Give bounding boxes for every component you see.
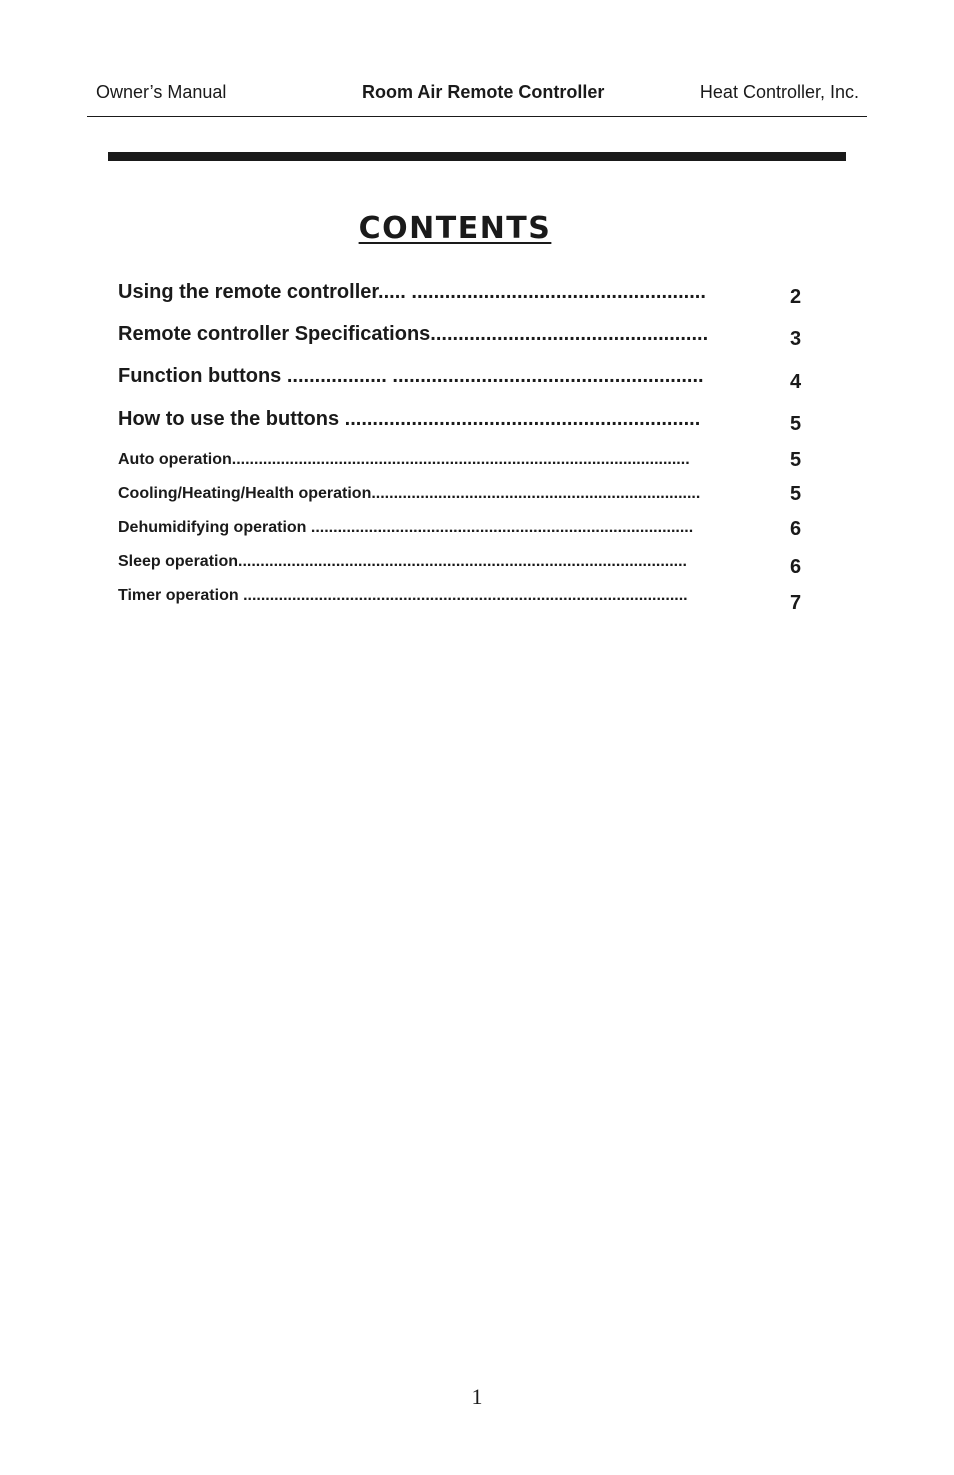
toc-entry-page: 5: [790, 413, 802, 435]
toc-entry-page: 4: [790, 371, 802, 393]
toc-entry-cooling-heating[interactable]: [118, 479, 813, 509]
toc-entry-label: Sleep operation.....................................................................................................: [118, 553, 687, 570]
toc-entry-page: 5: [790, 483, 802, 505]
toc-entry-how-to-use[interactable]: [118, 407, 813, 437]
toc-entry-page: 6: [790, 518, 802, 540]
page-number: 1: [471, 1384, 483, 1409]
decorative-bar: [108, 152, 846, 161]
toc-entry-label: Timer operation ....................................................................................................: [118, 587, 688, 604]
toc-entry-page: 7: [790, 592, 802, 614]
toc-entry-dehumidifying[interactable]: [118, 513, 813, 543]
toc-entry-page: 2: [790, 286, 802, 308]
toc-entry-label: Auto operation.......................................................................................................: [118, 451, 690, 468]
toc-entry-label: Remote controller Specifications..................................................: [118, 323, 709, 345]
toc-entry-auto-operation[interactable]: [118, 445, 813, 475]
toc-entry-label: Function buttons .................. ........................................................: [118, 365, 704, 387]
toc-entry-label: How to use the buttons ................................................................: [118, 408, 701, 430]
page-header: [0, 82, 954, 106]
toc-entry-using-remote[interactable]: [118, 280, 813, 310]
toc-entry-specifications[interactable]: [118, 322, 813, 352]
toc-entry-label: Dehumidifying operation ......................................................................................: [118, 519, 694, 536]
contents-title: CONTENTS: [358, 211, 552, 246]
toc-entry-page: 5: [790, 449, 802, 471]
header-divider: [87, 116, 867, 117]
header-title: Room Air Remote Controller: [362, 82, 605, 102]
toc-entry-label: Cooling/Heating/Health operation..........................................................................: [118, 485, 701, 502]
toc-entry-page: 3: [790, 328, 802, 350]
toc-entry-page: 6: [790, 556, 802, 578]
toc-entry-label: Using the remote controller..... .....................................................: [118, 281, 706, 303]
toc-entry-timer[interactable]: [118, 581, 813, 614]
header-doc-type: Owner’s Manual: [96, 82, 227, 102]
header-company: Heat Controller, Inc.: [699, 82, 859, 102]
toc-entry-function-buttons[interactable]: [118, 364, 813, 394]
toc-entry-sleep[interactable]: [118, 547, 813, 577]
